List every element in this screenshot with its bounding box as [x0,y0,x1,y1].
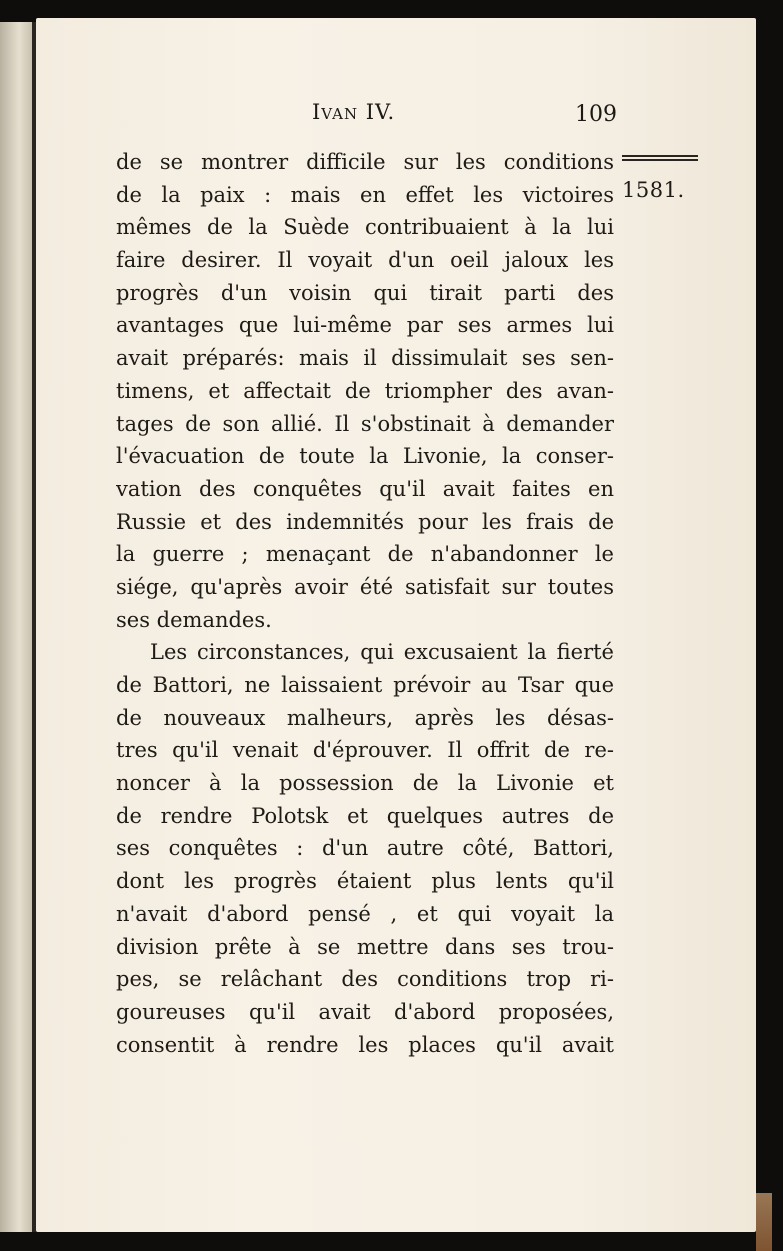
text-line: la guerre ; menaçant de n'abandonner le [116,542,614,567]
text-line: de se montrer difficile sur les conditions [116,150,614,174]
facing-page-edge [0,22,32,1232]
text-line: n'avait d'abord pensé , et qui voyait la [116,901,614,926]
text-line: Russie et des indemnités pour les frais de [116,509,614,534]
paragraph-first-line: Les circonstances, qui excusaient la fierté [150,640,614,665]
running-head [0,100,783,136]
running-title: Ivan IV. [312,100,396,124]
text-line: ses conquêtes : d'un autre côté, Battori, [116,836,614,861]
text-line: progrès d'un voisin qui tirait parti des [116,280,614,305]
text-line: goureuses qu'il avait d'abord proposées, [116,999,614,1024]
text-line: de Battori, ne laissaient prévoir au Tsar que [116,673,614,697]
text-line: tages de son allié. Il s'obstinait à demander [116,411,614,436]
text-line: ses demandes. [116,607,272,632]
text-line: avantages que lui-même par ses armes lui [116,313,614,338]
text-line: noncer à la possession de la Livonie et [116,771,614,796]
text-line: siége, qu'après avoir été satisfait sur toutes [116,574,614,599]
text-line: division prête à se mettre dans ses trou- [116,934,614,959]
text-line: mêmes de la Suède contribuaient à la lui [116,215,614,240]
margin-double-rule [622,155,698,165]
text-line: de nouveaux malheurs, après les désas- [116,705,614,730]
margin-year-note: 1581. [622,178,685,202]
page-number: 109 [575,102,617,127]
text-line: vation des conquêtes qu'il avait faites en [116,476,614,501]
text-line: de rendre Polotsk et quelques autres de [116,803,614,828]
text-line: l'évacuation de toute la Livonie, la conser- [116,444,614,469]
page-stain [756,1193,772,1251]
text-line: timens, et affectait de triompher des avan- [116,378,614,403]
text-line: tres qu'il venait d'éprouver. Il offrit de re- [116,738,614,763]
text-line: avait préparés: mais il dissimulait ses sen- [116,346,614,371]
body-text [116,146,614,1061]
text-line: consentit à rendre les places qu'il avait [116,1032,614,1057]
text-line: de la paix : mais en effet les victoires [116,182,614,207]
text-line: dont les progrès étaient plus lents qu'il [116,869,614,894]
text-line: faire desirer. Il voyait d'un oeil jaloux les [116,248,614,273]
text-line: pes, se relâchant des conditions trop ri- [116,967,614,992]
